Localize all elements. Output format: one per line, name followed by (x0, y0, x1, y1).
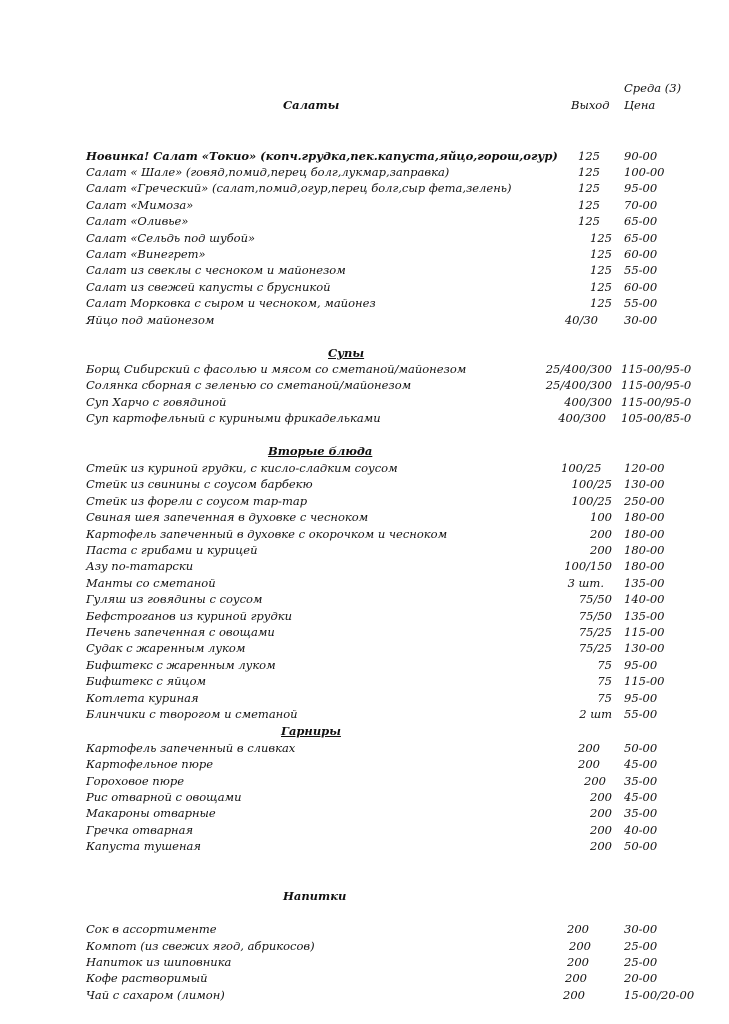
menu-item-name: Свиная шея запеченная в духовке с чесноком (86, 510, 369, 524)
menu-item-price: 100-00 (624, 165, 665, 179)
menu-item-yield: 200 (590, 806, 612, 820)
menu-item-name: Бифштекс с яйцом (86, 674, 207, 688)
menu-item-price: 35-00 (624, 774, 658, 788)
menu-item-yield: 25/400/300 (545, 378, 612, 392)
menu-item-price: 180-00 (624, 543, 665, 557)
menu-item-price: 60-00 (624, 280, 658, 294)
menu-item-name: Напиток из шиповника (86, 955, 232, 969)
menu-item-price: 115-00 (624, 625, 665, 639)
menu-item-yield: 100 (590, 510, 612, 524)
price-column-header: Цена (624, 98, 656, 112)
menu-item-price: 55-00 (624, 296, 658, 310)
menu-item-yield: 200 (590, 839, 612, 853)
menu-item-price: 135-00 (624, 576, 665, 590)
menu-item-name: Гречка отварная (86, 823, 194, 837)
menu-item-name: Салат из свеклы с чесноком и майонезом (86, 263, 346, 277)
menu-item-name: Сок в ассортименте (86, 922, 217, 936)
menu-item-yield: 400/300 (564, 395, 612, 409)
menu-item-yield: 200 (590, 790, 612, 804)
salads-heading: Салаты (283, 98, 340, 112)
menu-item-yield: 200 (563, 988, 585, 1002)
menu-item-name: Кофе растворимый (86, 971, 208, 985)
menu-item-name: Рис отварной с овощами (86, 790, 242, 804)
menu-item-name: Суп картофельный с куриными фрикадельками (86, 411, 381, 425)
menu-item-yield: 125 (578, 181, 600, 195)
menu-item-name: Яйцо под майонезом (86, 313, 215, 327)
menu-item-price: 130-00 (624, 477, 665, 491)
menu-item-yield: 200 (578, 757, 600, 771)
menu-item-price: 135-00 (624, 609, 665, 623)
menu-item-name: Котлета куриная (86, 691, 199, 705)
menu-item-yield: 125 (578, 149, 600, 163)
menu-item-yield: 75 (597, 658, 612, 672)
menu-item-yield: 125 (590, 231, 612, 245)
menu-item-price: 180-00 (624, 527, 665, 541)
menu-item-yield: 100/25 (571, 494, 612, 508)
menu-item-name: Печень запеченная с овощами (86, 625, 275, 639)
menu-item-name: Картофель запеченный в духовке с окорочком и чесноком (86, 527, 448, 541)
menu-item-name: Салат Морковка с сыром и чесноком, майонез (86, 296, 376, 310)
menu-item-price: 20-00 (624, 971, 658, 985)
menu-item-name: Бифштекс с жаренным луком (86, 658, 276, 672)
menu-item-price: 115-00/95-0 (621, 362, 692, 376)
menu-item-name: Салат « Шале» (говяд,помид,перец болг,лукмар,заправка) (86, 165, 450, 179)
menu-item-yield: 200 (590, 543, 612, 557)
menu-item-yield: 200 (569, 939, 591, 953)
menu-item-name: Салат из свежей капусты с брусникой (86, 280, 331, 294)
menu-item-price: 40-00 (624, 823, 658, 837)
menu-item-price: 60-00 (624, 247, 658, 261)
menu-item-yield: 75/25 (578, 625, 612, 639)
menu-item-yield: 200 (578, 741, 600, 755)
drinks-heading: Напитки (283, 889, 347, 903)
menu-item-name: Салат «Греческий» (салат,помид,огур,перец болг,сыр фета,зелень) (86, 181, 512, 195)
menu-item-price: 140-00 (624, 592, 665, 606)
menu-item-name: Паста с грибами и курицей (86, 543, 258, 557)
menu-item-yield: 200 (565, 971, 587, 985)
menu-item-name: Стейк из куриной грудки, с кисло-сладким соусом (86, 461, 398, 475)
menu-item-yield: 125 (578, 165, 600, 179)
menu-item-price: 105-00/85-0 (621, 411, 692, 425)
menu-item-name: Гороховое пюре (86, 774, 185, 788)
menu-item-price: 30-00 (624, 313, 658, 327)
menu-item-price: 50-00 (624, 741, 658, 755)
menu-item-yield: 125 (578, 214, 600, 228)
menu-item-price: 95-00 (624, 691, 658, 705)
menu-item-name: Компот (из свежих ягод, абрикосов) (86, 939, 315, 953)
menu-item-name: Стейк из свинины с соусом барбекю (86, 477, 313, 491)
menu-item-yield: 125 (590, 247, 612, 261)
menu-item-price: 55-00 (624, 263, 658, 277)
menu-item-price: 25-00 (624, 955, 658, 969)
menu-item-price: 45-00 (624, 757, 658, 771)
menu-item-name: Чай с сахаром (лимон) (86, 988, 225, 1002)
menu-item-price: 180-00 (624, 559, 665, 573)
menu-item-yield: 75/25 (578, 641, 612, 655)
menu-item-name: Салат «Мимоза» (86, 198, 194, 212)
menu-item-name: Капуста тушеная (86, 839, 202, 853)
menu-item-price: 15-00/20-00 (624, 988, 695, 1002)
menu-item-name: Суп Харчо с говядиной (86, 395, 227, 409)
menu-item-price: 35-00 (624, 806, 658, 820)
mains-heading: Вторые блюда (268, 444, 373, 458)
menu-item-price: 25-00 (624, 939, 658, 953)
menu-item-price: 115-00/95-0 (621, 395, 692, 409)
menu-item-yield: 40/30 (564, 313, 598, 327)
menu-item-name: Азу по-татарски (86, 559, 194, 573)
menu-item-price: 70-00 (624, 198, 658, 212)
menu-item-name: Салат «Винегрет» (86, 247, 206, 261)
menu-item-yield: 200 (590, 823, 612, 837)
menu-item-name: Новинка! Салат «Токио» (копч.грудка,пек.капуста,яйцо,горош,огур) (86, 149, 558, 163)
menu-item-price: 130-00 (624, 641, 665, 655)
menu-item-yield: 125 (578, 198, 600, 212)
menu-item-price: 120-00 (624, 461, 665, 475)
menu-item-yield: 25/400/300 (545, 362, 612, 376)
menu-item-yield: 200 (567, 955, 589, 969)
menu-item-name: Картофель запеченный в сливках (86, 741, 296, 755)
menu-item-price: 115-00/95-0 (621, 378, 692, 392)
menu-item-price: 95-00 (624, 181, 658, 195)
menu-item-yield: 100/150 (564, 559, 612, 573)
menu-item-yield: 2 шт (579, 707, 612, 721)
menu-item-name: Судак с жаренным луком (86, 641, 246, 655)
menu-item-yield: 100/25 (561, 461, 602, 475)
menu-item-price: 90-00 (624, 149, 658, 163)
menu-item-yield: 75 (597, 691, 612, 705)
menu-item-name: Гуляш из говядины с соусом (86, 592, 263, 606)
menu-item-name: Салат «Оливье» (86, 214, 189, 228)
menu-item-yield: 125 (590, 280, 612, 294)
menu-item-yield: 75/50 (578, 592, 612, 606)
menu-item-name: Солянка сборная с зеленью со сметаной/майонезом (86, 378, 412, 392)
yield-column-header: Выход (571, 98, 610, 112)
menu-item-name: Манты со сметаной (86, 576, 216, 590)
menu-item-name: Борщ Сибирский с фасолью и мясом со сметаной/майонезом (86, 362, 467, 376)
menu-item-yield: 400/300 (558, 411, 606, 425)
menu-item-price: 65-00 (624, 231, 658, 245)
sides-heading: Гарниры (281, 724, 341, 738)
menu-item-yield: 75/50 (578, 609, 612, 623)
menu-item-name: Бефстроганов из куриной грудки (86, 609, 293, 623)
menu-item-name: Стейк из форели с соусом тар-тар (86, 494, 308, 508)
menu-item-yield: 200 (590, 527, 612, 541)
menu-item-name: Блинчики с творогом и сметаной (86, 707, 298, 721)
menu-item-price: 65-00 (624, 214, 658, 228)
menu-item-yield: 125 (590, 296, 612, 310)
soups-heading: Супы (328, 346, 365, 360)
menu-item-price: 250-00 (624, 494, 665, 508)
day-label: Среда (3) (624, 81, 682, 95)
menu-item-price: 115-00 (624, 674, 665, 688)
menu-item-yield: 125 (590, 263, 612, 277)
menu-item-yield: 200 (567, 922, 589, 936)
menu-item-price: 95-00 (624, 658, 658, 672)
menu-item-price: 30-00 (624, 922, 658, 936)
menu-item-yield: 200 (584, 774, 606, 788)
menu-item-yield: 100/25 (571, 477, 612, 491)
menu-item-name: Салат «Сельдь под шубой» (86, 231, 256, 245)
menu-item-price: 180-00 (624, 510, 665, 524)
menu-item-name: Картофельное пюре (86, 757, 213, 771)
menu-item-name: Макароны отварные (86, 806, 216, 820)
menu-item-price: 55-00 (624, 707, 658, 721)
menu-item-price: 45-00 (624, 790, 658, 804)
menu-item-yield: 3 шт. (567, 576, 604, 590)
menu-item-yield: 75 (597, 674, 612, 688)
menu-item-price: 50-00 (624, 839, 658, 853)
